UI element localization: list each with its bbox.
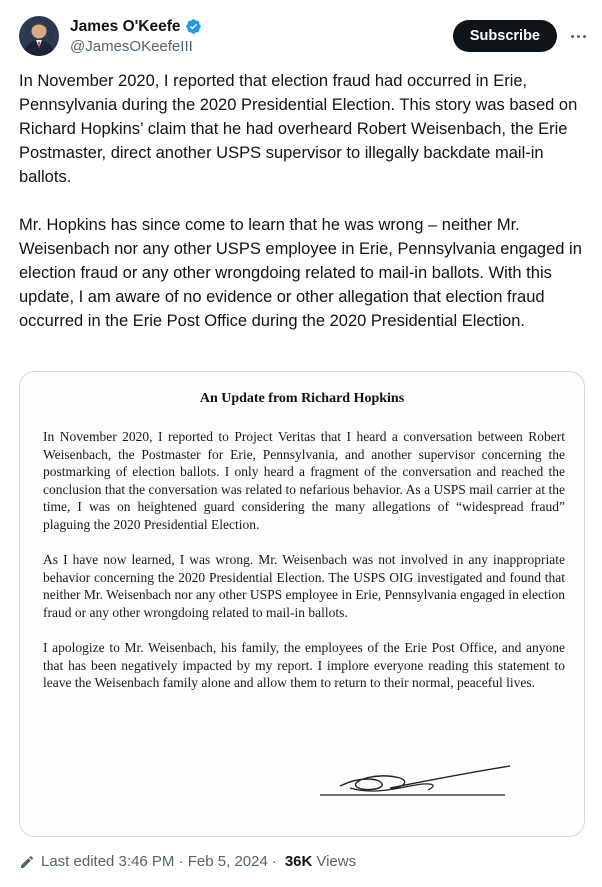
tweet-paragraph: Mr. Hopkins has since come to learn that he was wrong – neither Mr. Weisenbach nor any other USPS employee in Erie, Pennsylvania engaged in election fraud or any other wrongdoing related to mail-in ballots. With this update, I am aware of no evidence or other allegation that election fraud occurred in the Erie Post Office during the 2020 Presidential Election. <box>19 216 582 330</box>
verified-badge-icon[interactable] <box>185 18 202 35</box>
last-edited-text[interactable]: Last edited 3:46 PM · Feb 5, 2024 <box>41 853 268 870</box>
document-body <box>43 428 565 692</box>
name-row <box>70 18 202 36</box>
document-paragraph: I apologize to Mr. Weisenbach, his family, the employees of the Erie Post Office, and anyone that has been negatively impacted by my report. I implore everyone reading this statement to leave the Weisenbach family alone and allow them to return to their normal, peaceful lives. <box>43 640 565 691</box>
handwritten-signature <box>320 764 520 810</box>
document-paragraph: As I have now learned, I was wrong. Mr. Weisenbach was not involved in any inappropriate behavior concerning the 2020 Presidential Election. The USPS OIG investigated and found that neither Mr. Weisenbach nor any other USPS employee in Erie, Pennsylvania engaged in election fraud or any other wrongdoing related to mail-in ballots. <box>43 552 565 620</box>
avatar-image <box>19 16 59 56</box>
avatar[interactable] <box>19 16 59 56</box>
author-handle[interactable]: @JamesOKeefeIII <box>70 37 193 55</box>
more-dot <box>583 35 586 38</box>
author-display-name[interactable]: James O'Keefe <box>70 17 181 35</box>
tweet-header <box>19 14 588 58</box>
author-names <box>70 18 202 55</box>
pencil-edit-icon <box>19 854 35 870</box>
tweet-footer <box>19 853 356 870</box>
views-count: 36K <box>284 853 313 870</box>
footer-separator: · <box>271 853 277 870</box>
tweet-paragraph: In November 2020, I reported that election fraud had occurred in Erie, Pennsylvania during the 2020 Presidential Election. This story was based on Richard Hopkins’ claim that he had overheard Robert Weisenbach, the Erie Postmaster, direct another USPS supervisor to illegally backdate mail-in ballots. <box>19 72 578 186</box>
views-label: Views <box>316 853 357 870</box>
subscribe-button[interactable]: Subscribe <box>453 20 557 52</box>
more-options-icon[interactable] <box>568 35 588 38</box>
more-dot <box>577 35 580 38</box>
attached-document-image[interactable] <box>19 371 585 837</box>
more-dot <box>571 35 574 38</box>
document-title: An Update from Richard Hopkins <box>199 391 405 406</box>
document-paragraph: In November 2020, I reported to Project Veritas that I heard a conversation between Robert Weisenbach, the Postmaster for Erie, Pennsylvania, and another supervisor concerning the postmarking of election ballots. I only heard a fragment of the conversation and reached the conclusion that the conversation was related to nefarious behavior. As a USPS mail carrier at the time, I was on heightened guard considering the many allegations of “widespread fraud” plaguing the 2020 Presidential Election. <box>43 429 565 532</box>
tweet-text <box>19 69 589 333</box>
